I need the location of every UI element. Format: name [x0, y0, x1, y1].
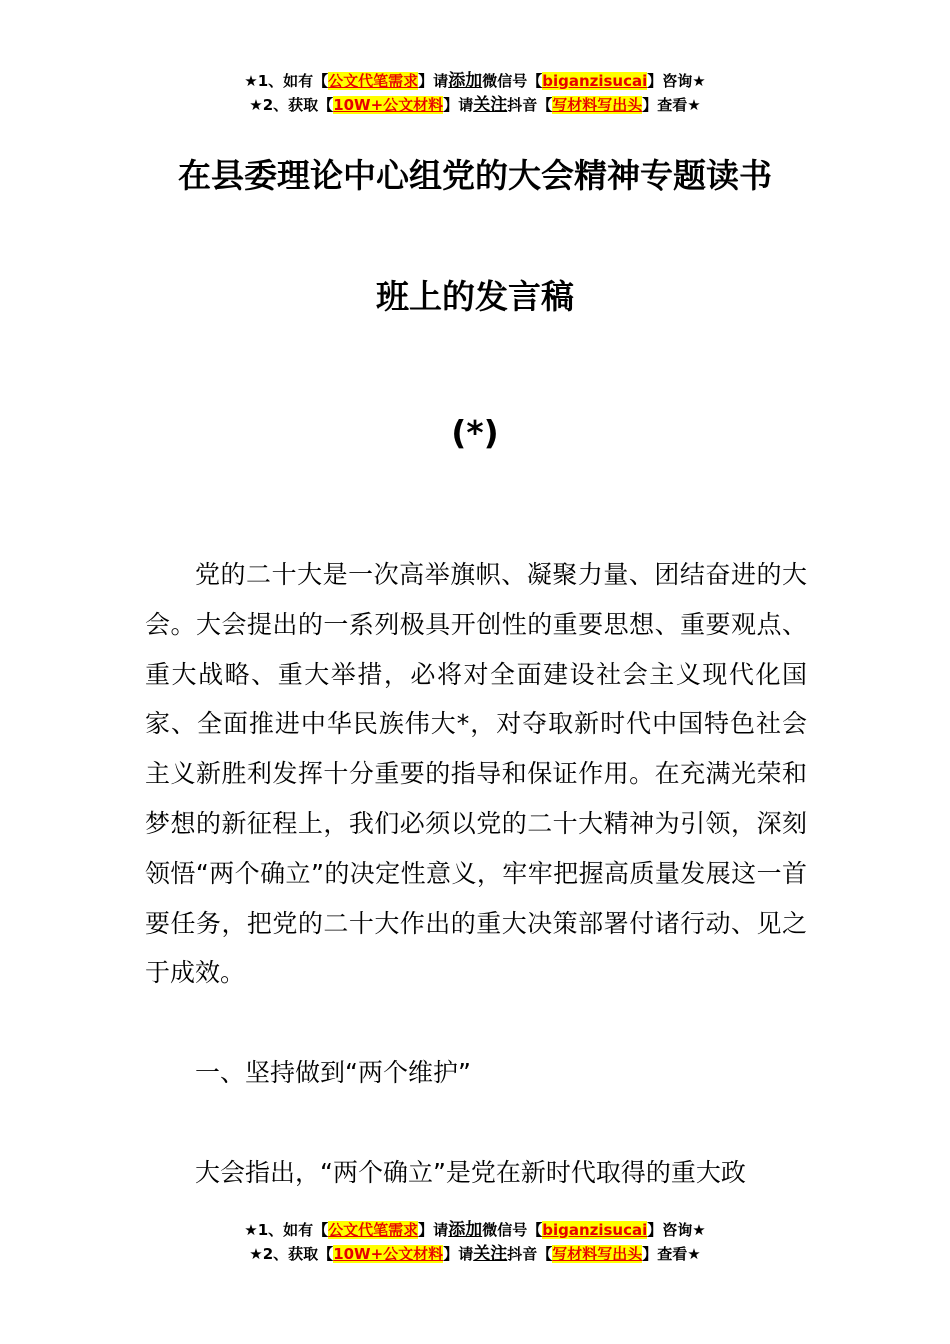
- doc-title-line-2: 班上的发言稿: [376, 277, 574, 316]
- header-banner: [0, 69, 950, 117]
- section-heading-1: 一、坚持做到“两个维护”: [195, 1058, 471, 1088]
- paragraph-2: 大会指出，“两个确立”是党在新时代取得的重大政: [195, 1157, 746, 1187]
- banner-line-1: ★1、如有【公文代笔需求】请添加微信号【biganzisucai】咨询★: [244, 71, 706, 91]
- paragraph-1: 党的二十大是一次高举旗帜、凝聚力量、团结奋进的大会。大会提出的一系列极具开创性的重要思想、重要观点、重大战略、重大举措，必将对全面建设社会主义现代化国家、全面推进中华民族伟大*，对夺取新时代中国特色社会主义新胜利发挥十分重要的指导和保证作用。在充满光荣和梦想的新征程上，我们必须以党的二十大精神为引领，深刻领悟“两个确立”的决定性意义，牢牢把握高质量发展这一首要任务，把党的二十大作出的重大决策部署付诸行动、见之于成效。: [145, 560, 807, 988]
- footer-banner: [0, 1218, 950, 1266]
- doc-title-line-1: 在县委理论中心组党的大会精神专题读书: [178, 156, 772, 195]
- banner-line-2: ★2、获取【10W+公文材料】请关注抖音【写材料写出头】查看★: [249, 1244, 701, 1264]
- banner-line-1: ★1、如有【公文代笔需求】请添加微信号【biganzisucai】咨询★: [244, 1220, 706, 1240]
- doc-body: [145, 550, 807, 1198]
- doc-author: (*): [451, 413, 499, 452]
- banner-line-2: ★2、获取【10W+公文材料】请关注抖音【写材料写出头】查看★: [249, 95, 701, 115]
